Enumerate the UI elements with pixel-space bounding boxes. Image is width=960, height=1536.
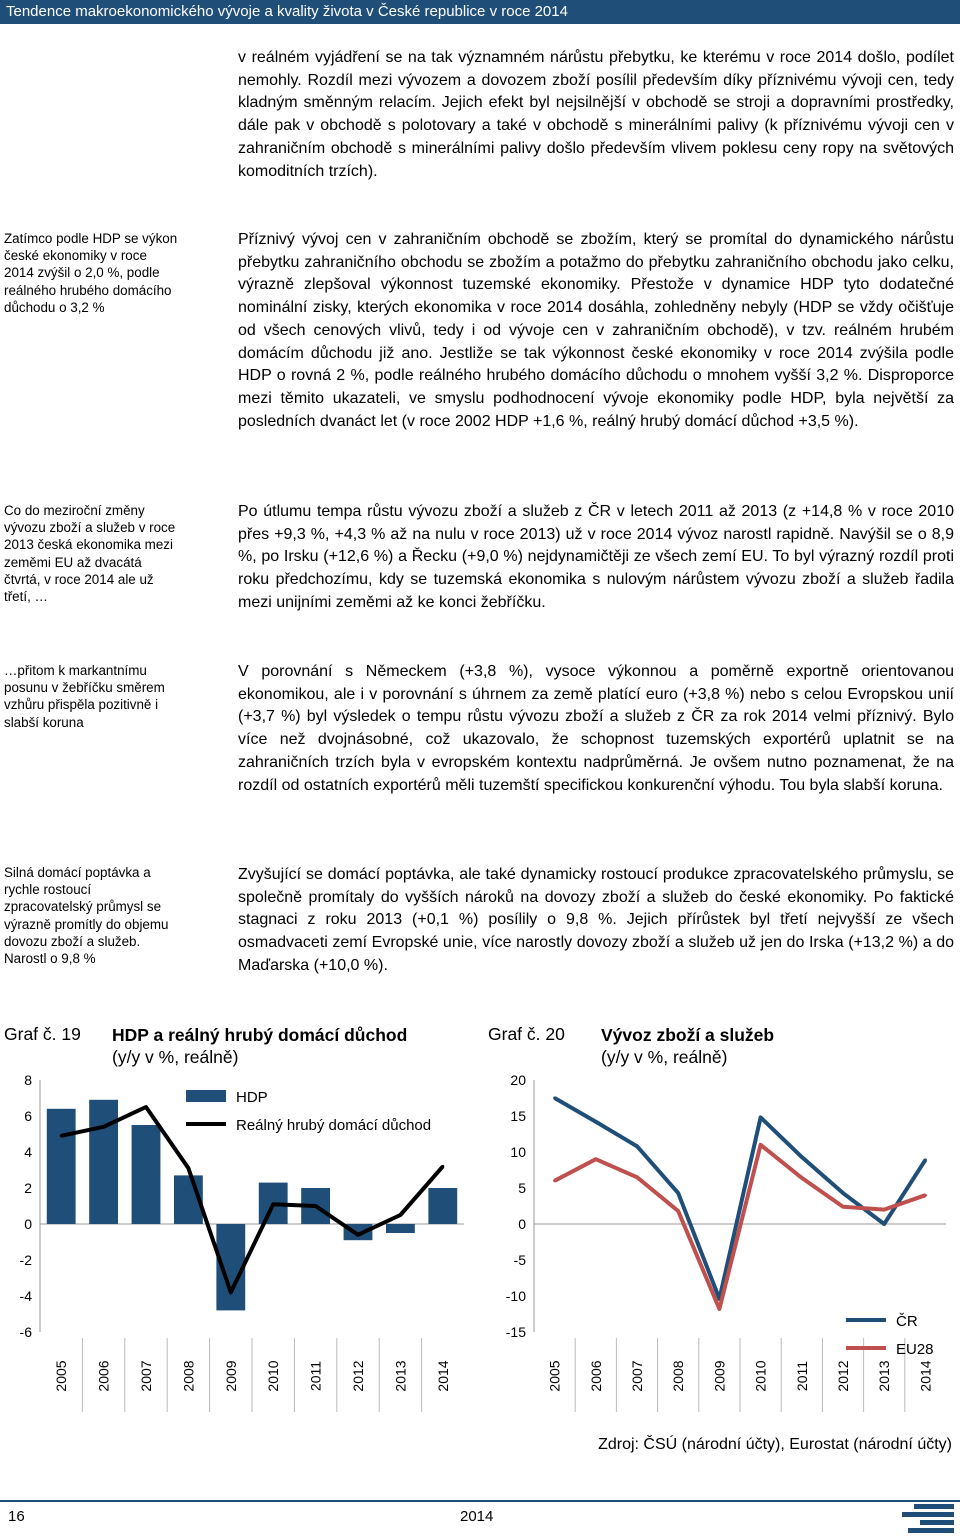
legend-label: EU28 <box>896 1341 934 1358</box>
line-point <box>924 1158 927 1161</box>
graph20-number: Graf č. 20 <box>488 1024 565 1044</box>
sidenote-3: …přitom k markantnímu posunu v žebříčku směrem vzhůru přispěla pozitivně i slabší koruna <box>4 663 165 730</box>
y-tick-label: -4 <box>19 1288 32 1304</box>
line-point <box>102 1125 105 1128</box>
x-tick-label: 2008 <box>180 1360 197 1392</box>
chart-hdp <box>0 1068 470 1434</box>
source-note: Zdroj: ČSÚ (národní účty), Eurostat (národní účty) <box>598 1436 952 1453</box>
y-tick-label: 15 <box>510 1108 526 1124</box>
paragraph-3: Po útlumu tempa růstu vývozu zboží a služeb z ČR v letech 2011 až 2013 (z +14,8 % v roce 2010 přes +9,3 %, +4,3 % až na nulu v roce 2013) už v roce 2014 vývoz narostl rapidně. Navýšil se o 8,9 %, po Irsku (+12,6 %) a Řecku (+9,0 %) nejdynamičtěji ze všech zemí EU. To byl výrazný rozdíl proti roku předchozímu, kdy se tuzemská ekonomika s nulovým nárůstem vývozu zboží a služeb řadila mezi unijními zeměmi až ke konci žebříčku. <box>238 503 954 611</box>
y-tick-label: -2 <box>19 1252 32 1268</box>
y-tick-label: -5 <box>513 1252 526 1268</box>
line-point <box>800 1176 803 1179</box>
legend-label: ČR <box>896 1313 918 1330</box>
series-line-0 <box>555 1098 926 1299</box>
line-point <box>800 1156 803 1159</box>
y-tick-label: 5 <box>518 1180 526 1196</box>
y-tick-label: 0 <box>518 1216 526 1232</box>
line-point <box>924 1194 927 1197</box>
line-point <box>594 1158 597 1161</box>
x-tick-label: 2007 <box>138 1360 154 1392</box>
x-tick-label: 2009 <box>711 1360 728 1392</box>
paragraph-4: V porovnání s Německem (+3,8 %), vysoce výkonnou a poměrně exportně orientovanou ekonomikou, ale i v porovnání s úhrnem za země platící euro (+3,8 %) nebo s celou Evropskou unií (+3,7 %) byl výsledek o tempu růstu vývozu zboží a služeb z ČR za rok 2014 velmi příznivý. Bylo více než dvojnásobné, což ukazovalo, že schopnost tuzemských exportérů uplatnit se na zahraničních trzích byla v evropském kontextu nadprůměrná. Je ovšem nutno poznamenat, že na rozdíl od ostatních exportérů měli tuzemští specifickou konkurenční výhodu. Tou byla slabší koruna. <box>238 663 954 794</box>
x-tick-label: 2005 <box>53 1360 70 1392</box>
footer-rule <box>0 1500 960 1502</box>
line-point <box>842 1192 845 1195</box>
x-tick-label: 2010 <box>265 1360 282 1392</box>
sidenote-2: Co do meziroční změny vývozu zboží a služeb v roce 2013 česká ekonomika mezi zeměmi EU až dvacátá čtvrtá, v roce 2014 ale už třetí, … <box>4 503 176 605</box>
x-tick-label: 2009 <box>222 1360 239 1392</box>
x-tick-label: 2007 <box>629 1360 645 1392</box>
graph20-subtitle: (y/y v %, reálně) <box>601 1047 728 1067</box>
line-point <box>553 1097 556 1100</box>
x-tick-label: 2013 <box>876 1360 893 1392</box>
bar-2006 <box>89 1100 118 1224</box>
paragraph-1: v reálném vyjádření se na tak významném nárůstu přebytku, ke kterému v roce 2014 došlo, podílet nemohly. Rozdíl mezi vývozem a dovozem zboží posílil především díky příznivému vývoji cen, tedy kladným směnným relacím. Jejich efekt byl nejsilnější v obchodě se stroji a dopravními prostředky, dále pak v obchodě s polotovary a také v obchodě s minerálními palivy (k příznivému vývoji cen v zahraničním obchodě s minerálními palivy došlo především vlivem poklesu ceny ropy na světových komoditních trzích). <box>238 49 954 180</box>
graph20-title: Vývoz zboží a služeb <box>601 1025 775 1045</box>
page-number: 16 <box>8 1508 25 1525</box>
bar-2005 <box>47 1109 76 1224</box>
x-tick-label: 2010 <box>752 1360 769 1392</box>
y-tick-label: 10 <box>510 1144 526 1160</box>
y-tick-label: 2 <box>24 1180 32 1196</box>
chart-hdp-svg <box>0 1068 470 1434</box>
chart-export <box>486 1068 954 1434</box>
graph19-subtitle: (y/y v %, reálně) <box>112 1047 239 1067</box>
line-point <box>883 1223 886 1226</box>
graph19-title: HDP a reálný hrubý domácí důchod <box>112 1025 408 1045</box>
y-tick-label: -6 <box>19 1324 32 1340</box>
line-point <box>718 1307 721 1310</box>
x-tick-label: 2014 <box>917 1360 934 1392</box>
line-point <box>759 1143 762 1146</box>
series-line-1 <box>61 1107 443 1292</box>
x-tick-label: 2012 <box>835 1360 851 1392</box>
x-tick-label: 2014 <box>434 1360 451 1392</box>
line-point <box>187 1167 190 1170</box>
y-tick-label: -15 <box>505 1324 526 1340</box>
chart-export-svg <box>486 1068 954 1434</box>
line-point <box>594 1120 597 1123</box>
paragraph-2: Příznivý vývoj cen v zahraničním obchodě se zbožím, který se promítal do dynamického nárůstu přebytku zahraničního obchodu se zbožím a potažmo do přebytku zahraničního obchodu jako celku, výrazně zlepšoval výkonnost tuzemské ekonomiky. Přestože v dynamice HDP tyto dodatečné nominální zisky, kterých ekonomika v roce 2014 dosáhla, zohledněny nebyly (HDP se vždy očišťuje od všech cenových vlivů, tedy i od vývoje cen v zahraničním obchodě), v tzv. reálném hrubém domácím důchodu již ano. Jestliže se tak výkonnost české ekonomiky v roce 2014 zvýšila podle HDP o rovná 2 %, podle reálného hrubého domácího důchodu o mnohem vyšší 3,2 %. Disproporce mezi těmito ukazateli, ve smyslu podhodnocení vývoje ekonomiky podle HDP, byla největší za posledních dvanáct let (v roce 2002 HDP +1,6 %, reálný hrubý domácí důchod +3,5 %). <box>238 231 954 430</box>
graph19-caption <box>112 1024 472 1068</box>
csu-logo-icon <box>894 1500 954 1536</box>
bar-2014 <box>428 1188 457 1224</box>
x-tick-label: 2012 <box>350 1360 366 1392</box>
document-title: Tendence makroekonomického vývoje a kvality života v České republice v roce 2014 <box>6 3 568 20</box>
y-tick-label: -10 <box>505 1288 526 1304</box>
line-point <box>145 1106 148 1109</box>
line-point <box>759 1116 762 1119</box>
footer-year: 2014 <box>460 1508 494 1525</box>
line-point <box>636 1176 639 1179</box>
paragraph-5: Zvyšující se domácí poptávka, ale také dynamicky rostoucí produkce zpracovatelského průmyslu, se společně promítaly do vyšších nároků na dovozy zboží a služeb do české ekonomiky. Po faktické stagnaci z roku 2013 (+0,1 %) posílily o 9,8 %. Jejich přírůstek byl třetí nejvyšší ze všech osmadvaceti zemí Evropské unie, více narostly dovozy zboží a služeb už jen do Irska (+13,2 %) a do Maďarska (+10,0 %). <box>238 866 954 974</box>
line-point <box>399 1214 402 1217</box>
line-point <box>553 1179 556 1182</box>
y-tick-label: 8 <box>24 1072 32 1088</box>
bar-2007 <box>132 1125 161 1224</box>
sidenote-4: Silná domácí poptávka a rychle rostoucí zpracovatelský průmysl se výrazně promítly do objemu dovozu zboží a služeb. Narostl o 9,8 % <box>4 865 169 967</box>
line-point <box>272 1203 275 1206</box>
y-tick-label: 6 <box>24 1108 32 1124</box>
line-point <box>883 1208 886 1211</box>
legend-label: HDP <box>236 1089 268 1106</box>
line-point <box>229 1291 232 1294</box>
line-point <box>441 1165 444 1168</box>
x-tick-label: 2005 <box>546 1360 563 1392</box>
x-tick-label: 2011 <box>793 1360 810 1392</box>
series-line-1 <box>555 1145 926 1309</box>
header-bar <box>0 0 960 24</box>
line-point <box>677 1210 680 1213</box>
x-tick-label: 2011 <box>307 1360 324 1392</box>
y-tick-label: 0 <box>24 1216 32 1232</box>
line-point <box>842 1205 845 1208</box>
legend-swatch <box>186 1090 226 1102</box>
line-point <box>60 1134 63 1137</box>
x-tick-label: 2006 <box>95 1360 112 1392</box>
y-tick-label: 4 <box>24 1144 32 1160</box>
sidenote-1: Zatímco podle HDP se výkon české ekonomiky v roce 2014 zvýšil o 2,0 %, podle reálného hrubého domácího důchodu o 3,2 % <box>4 231 178 315</box>
graph20-caption <box>601 1024 951 1068</box>
line-point <box>357 1233 360 1236</box>
x-tick-label: 2006 <box>587 1360 604 1392</box>
y-tick-label: 20 <box>510 1072 526 1088</box>
line-point <box>636 1145 639 1148</box>
legend-label: Reálný hrubý domácí důchod <box>236 1117 432 1134</box>
x-tick-label: 2008 <box>670 1360 687 1392</box>
graph19-number: Graf č. 19 <box>4 1024 81 1044</box>
line-point <box>677 1192 680 1195</box>
x-tick-label: 2013 <box>392 1360 409 1392</box>
bar-2013 <box>386 1224 415 1233</box>
line-point <box>314 1205 317 1208</box>
